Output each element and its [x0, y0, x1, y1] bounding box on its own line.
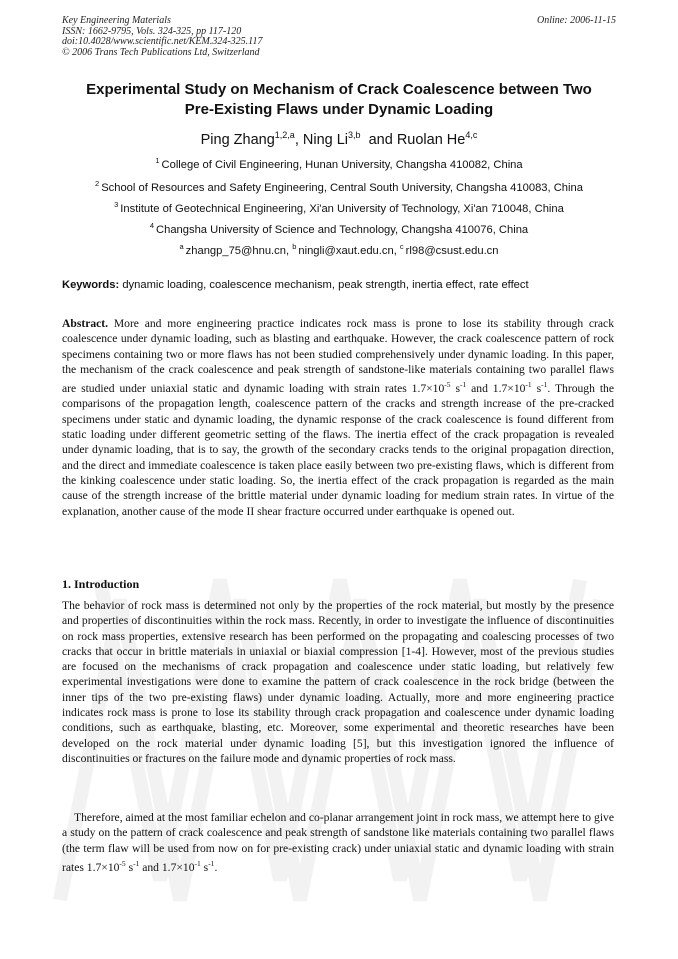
affiliation-2-text: School of Resources and Safety Engineering, Central South University, Changsha 410083, China	[101, 182, 583, 194]
abstract-text-2: . Through the comparisons of the propagation length, coalescence pattern of the cracks and strength increase of the pre-cracked specimens under static and dynamic loading, the dynamic response of the crack coalescence is found different from static loading under different geometric setting of the flaws. The inertia effect of the crack propagation is revealed under dynamic loading, that is to say, the growth of the secondary cracks tends to the original propagation direction, and the direct and immediate coalescence is taken place easily between two pre-existing flaws, which is different from the kinking coalescence under static loading. So, the inertia effect of the crack propagation is regarded as the main cause of the strength increase of the brittle material under dynamic loading for medium strain rates. In virtue of the explanation, another cause of the mode II shear fracture occurred under earthquake is opened out.	[62, 382, 614, 518]
intro-p2-text-mid: and 1.7×10	[139, 860, 195, 874]
author-2-affil-mark: 3,b	[348, 130, 361, 140]
abstract-exp-3: -1	[525, 380, 532, 390]
intro-p2-exp-4: -1	[208, 858, 215, 868]
intro-paragraph-2	[62, 810, 614, 875]
section-heading-introduction: 1. Introduction	[62, 577, 140, 591]
journal-name: Key Engineering Materials	[62, 15, 171, 26]
affiliation-3-number: 3	[114, 200, 119, 209]
affiliation-4-number: 4	[149, 221, 155, 230]
intro-p2-exp-1: -5	[119, 858, 126, 868]
affiliation-1-text: College of Civil Engineering, Hunan University, Changsha 410082, China	[161, 159, 523, 171]
abstract-exp-2: -1	[459, 380, 467, 390]
affiliation-3-text: Institute of Geotechnical Engineering, Xi'an University of Technology, Xi'an 710048, China	[120, 203, 564, 215]
intro-p2-text-1: Therefore, aimed at the most familiar echelon and co-planar arrangement joint in rock mass, we attempt here to give a study on the pattern of crack coalescence and peak strength of sandstone like materials containing two parallel flaws (the term flaw will be used from now on for pre-existing crack) under uniaxial static and dynamic loading with strain rates 1.7×10	[62, 811, 614, 874]
abstract-label: Abstract.	[62, 317, 109, 330]
abstract-exp-1: -5	[444, 380, 451, 390]
intro-p2-exp-2: -1	[133, 858, 140, 868]
abstract-paragraph	[62, 316, 614, 519]
abstract-unit-1: s	[450, 382, 460, 396]
abstract-text-mid: and 1.7×10	[466, 382, 526, 396]
email-b[interactable]: ningli@xaut.edu.cn,	[298, 245, 397, 257]
email-a-mark: a	[179, 242, 184, 251]
intro-p2-exp-3: -1	[194, 858, 201, 868]
author-2-name: Ning Li	[302, 132, 349, 148]
abstract-unit-2: s	[531, 382, 542, 396]
email-c[interactable]: rl98@csust.edu.cn	[405, 245, 499, 257]
email-a[interactable]: zhangp_75@hnu.cn,	[185, 245, 290, 257]
paper-title	[40, 80, 638, 120]
keywords-line	[62, 279, 622, 291]
author-3-name: Ruolan He	[396, 132, 466, 148]
affiliation-2	[40, 179, 638, 194]
intro-paragraph-1: The behavior of rock mass is determined not only by the properties of the rock material, but mostly by the presence and properties of discontinuities within the rock mass. Recently, in order to investigate the influence of discontinuities on rock mass properties, extensive research has been performed on the propagating and coalescing processes of two cracks that occur in brittle materials in uniaxial or biaxial compression [1-4]. However, most of the previous studies are focused on the mechanisms of crack propagation and coalescence under static loading, but relatively few experimental investigations were done to examine the pattern of crack coalescence in the rock bridge (between the inner tips of the two pre-existing flaws) under dynamic loading. Actually, more and more engineering practice indicates rock mass is prone to lose its stability through crack propagation and coalescence under dynamic loading conditions, such as earthquake, blasting, etc. Moreover, some experimental and theoretic researches have been developed on the rock material under dynamic loading [5], but this investigation ignored the influence of discontinuities or fractures on the failure mode and dynamic properties of rock mass.	[62, 599, 614, 765]
issn-line: ISSN: 1662-9795, Vols. 324-325, pp 117-120	[62, 25, 242, 37]
keywords-label: Keywords:	[62, 279, 120, 291]
abstract-text-1: More and more engineering practice indicates rock mass is prone to lose its stability through crack coalescence under dynamic loading, such as blasting and earthquake. However, the crack coalescence pattern of rock specimens containing two or more flaws has not been studied comprehensively under dynamic loading. In this paper, the mechanism of the crack coalescence and peak strength of sandstone-like materials containing two parallel flaws are studied under uniaxial static and dynamic loading with strain rates 1.7×10	[62, 317, 614, 396]
abstract-exp-4: -1	[541, 380, 548, 390]
title-line-1: Experimental Study on Mechanism of Crack Coalescence between Two	[86, 81, 592, 98]
affiliation-4	[40, 221, 638, 236]
intro-p2-unit-2: s	[200, 860, 209, 874]
author-3-affil-mark: 4,c	[465, 130, 478, 140]
copyright-line: © 2006 Trans Tech Publications Ltd, Switzerland	[62, 46, 260, 58]
affiliation-1-number: 1	[155, 156, 160, 165]
email-b-mark: b	[292, 242, 297, 251]
affiliation-2-number: 2	[95, 179, 100, 188]
author-1-affil-mark: 1,2,a	[274, 130, 295, 140]
affiliation-1	[40, 156, 638, 171]
affiliation-3	[40, 200, 638, 215]
affiliation-4-text: Changsha University of Science and Technology, Changsha 410076, China	[156, 224, 529, 236]
online-date: Online: 2006-11-15	[537, 15, 616, 26]
doi-line[interactable]: doi:10.4028/www.scientific.net/KEM.324-325.117	[62, 36, 263, 47]
author-1-name: Ping Zhang	[200, 132, 275, 148]
email-c-mark: c	[399, 242, 404, 251]
intro-p2-unit-1: s	[125, 860, 134, 874]
author-list: Ping Zhang$^{1,2,a}$, Ning Li$^{3,b}$ and Ruolan He$^{4,c}$	[200, 130, 478, 148]
keywords-text: dynamic loading, coalescence mechanism, peak strength, inertia effect, rate effect	[122, 279, 529, 291]
author-emails	[40, 242, 638, 257]
title-line-2: Pre-Existing Flaws under Dynamic Loading	[184, 101, 494, 118]
intro-p2-end: .	[214, 860, 218, 874]
journal-header	[62, 16, 616, 58]
